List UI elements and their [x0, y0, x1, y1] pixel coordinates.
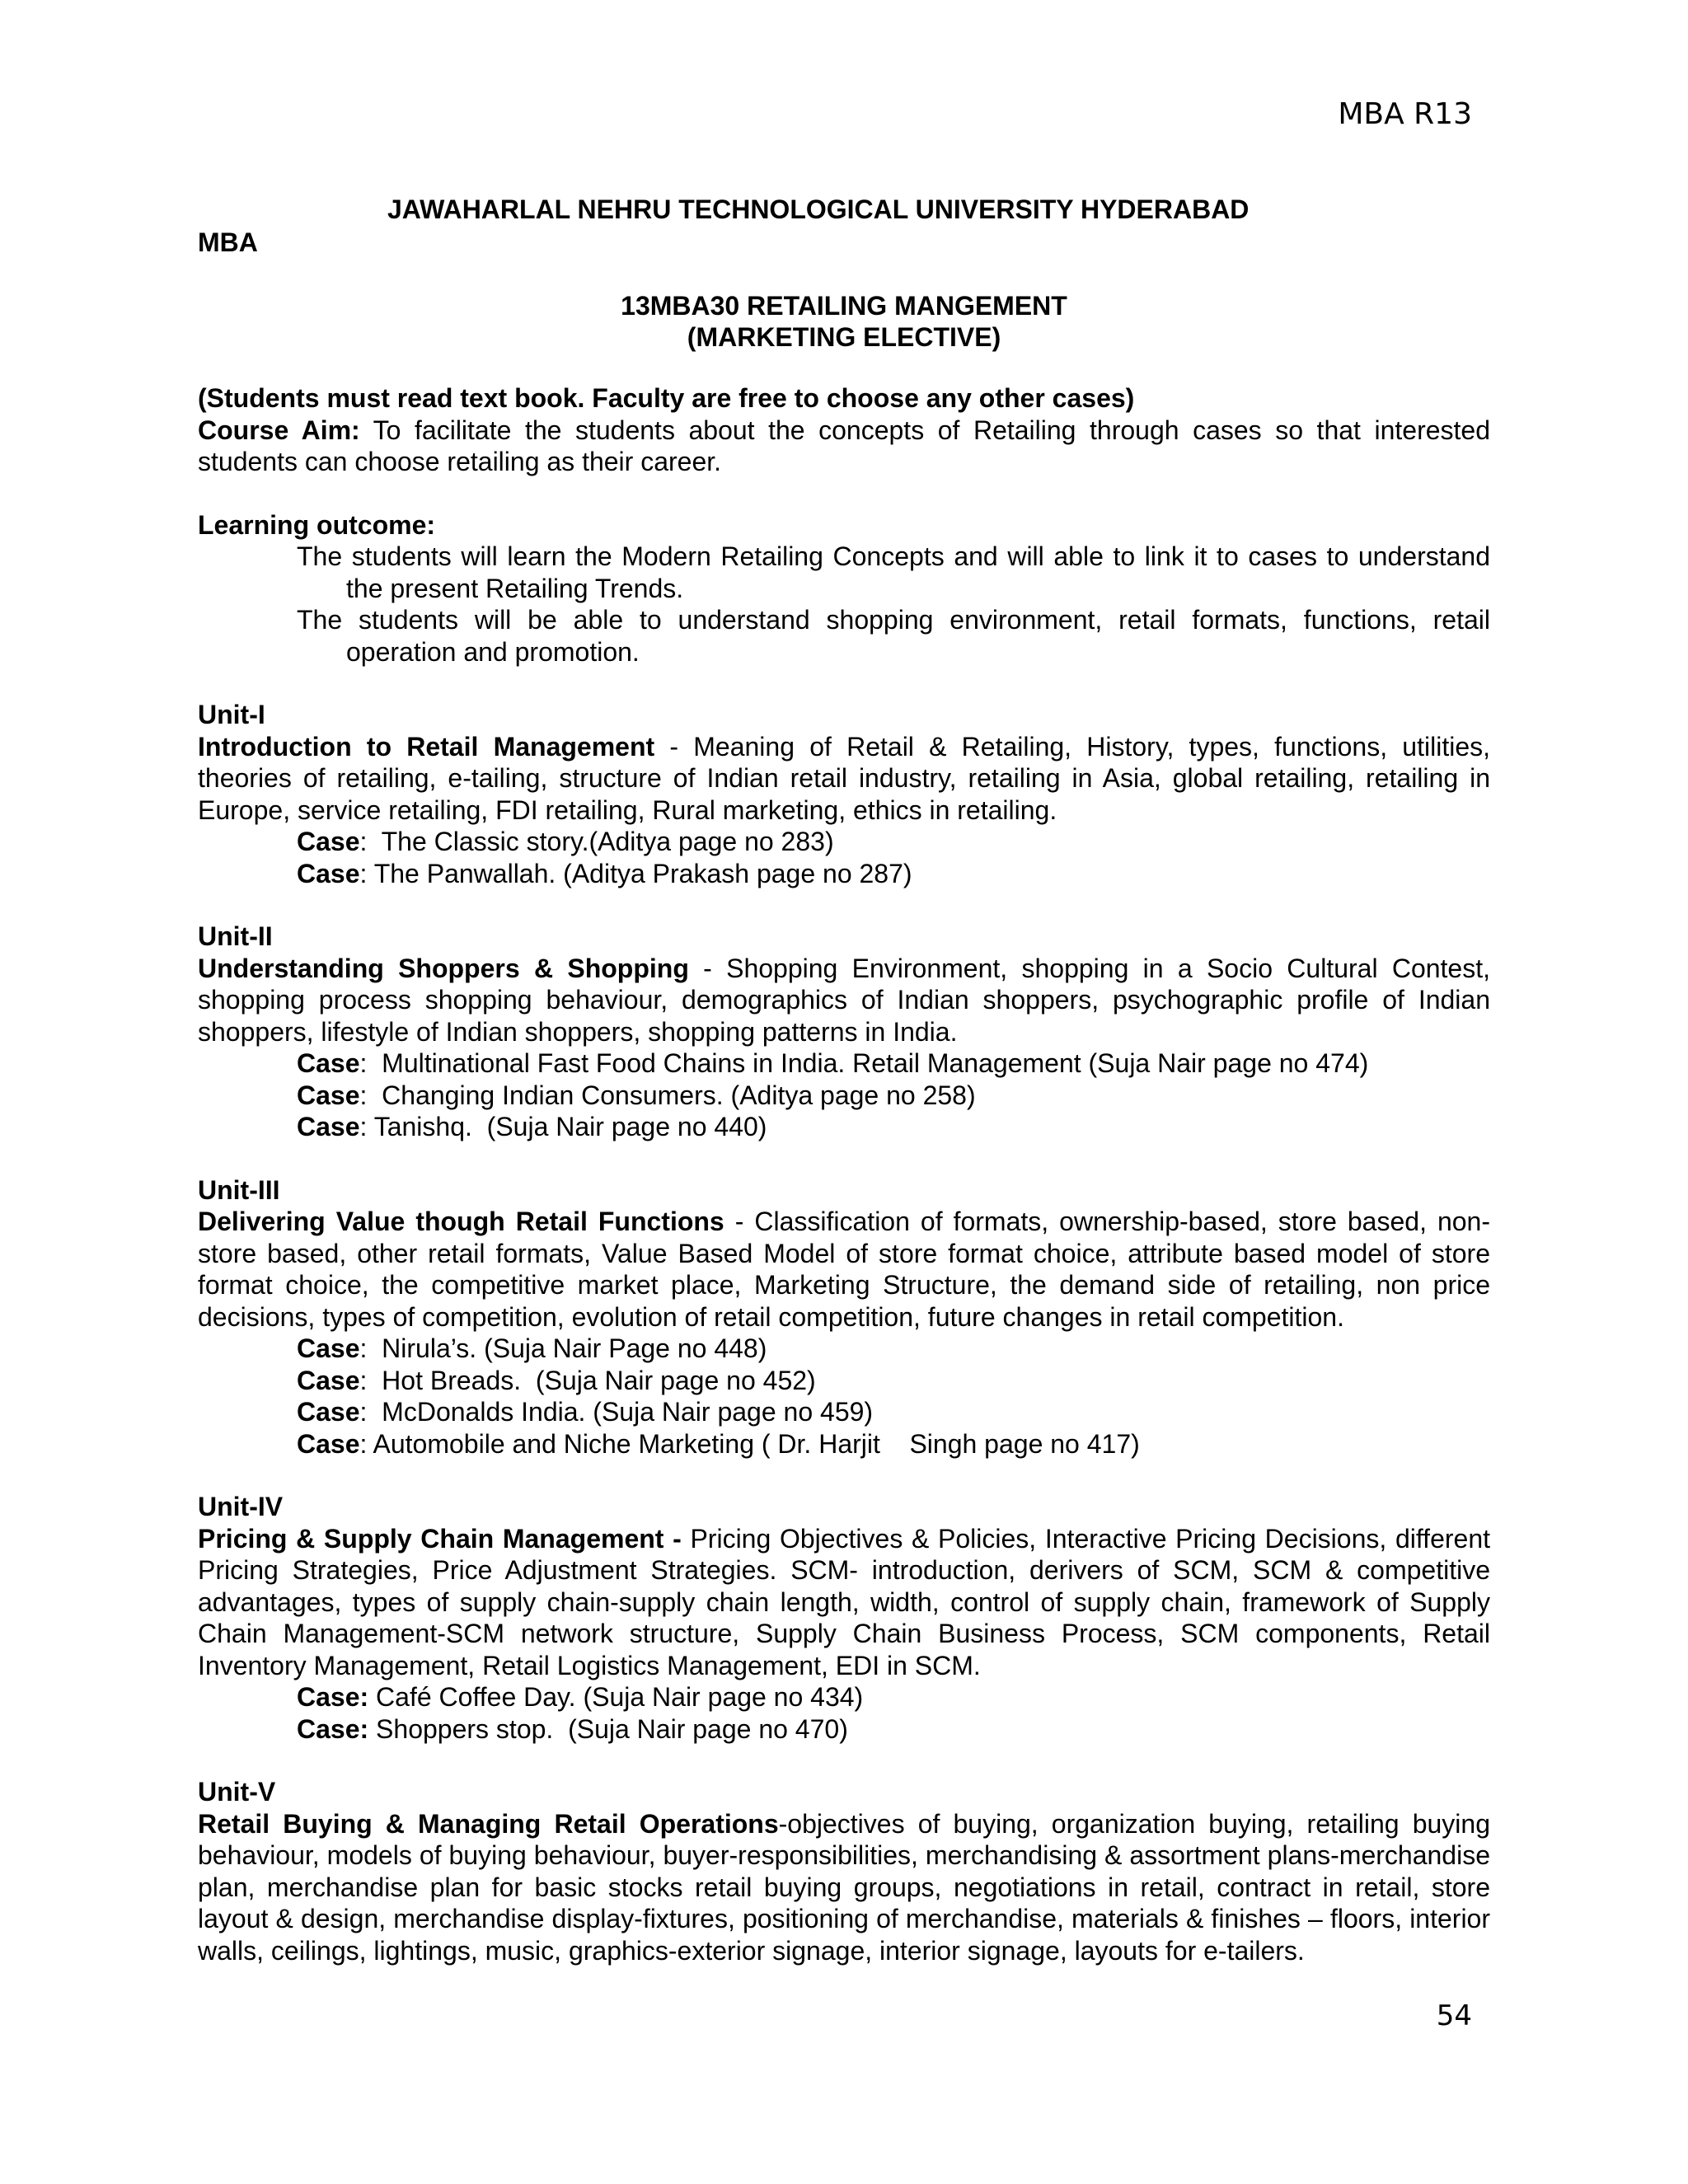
case-line	[297, 1111, 1490, 1143]
unit-description	[198, 1808, 1490, 1967]
case-label: Case:	[297, 1713, 369, 1744]
case-text: : Tanishq. (Suja Nair page no 440)	[359, 1112, 767, 1141]
case-text: Shoppers stop. (Suja Nair page no 470)	[368, 1713, 848, 1744]
case-label: Case	[297, 858, 360, 888]
case-line	[297, 826, 1490, 858]
case-label: Case	[297, 827, 360, 856]
page-number: 54	[1436, 1999, 1472, 2032]
case-text: Café Coffee Day. (Suja Nair page no 434)	[368, 1682, 864, 1712]
syllabus-content	[198, 382, 1490, 1966]
header-code: MBA R13	[1338, 97, 1472, 131]
unit-heading: Unit-III	[198, 1174, 280, 1205]
learning-outcome-item: The students will learn the Modern Retailing Concepts and will able to link it to cases to understand the present Retailing Trends.	[297, 541, 1490, 603]
learning-outcome-heading: Learning outcome:	[198, 509, 436, 540]
unit-title: Pricing & Supply Chain Management -	[198, 1523, 682, 1554]
university-name: JAWAHARLAL NEHRU TECHNOLOGICAL UNIVERSITY HYDERABAD	[387, 194, 1250, 224]
case-label: Case	[297, 1080, 360, 1110]
unit-description	[198, 953, 1490, 1048]
unit-title: Understanding Shoppers & Shopping	[198, 953, 689, 983]
case-line	[297, 1365, 1490, 1397]
case-text: : Nirula’s. (Suja Nair Page no 448)	[359, 1333, 767, 1363]
learning-outcome-item: The students will be able to understand shopping environment, retail formats, functions, retail operation and promotion.	[297, 605, 1490, 667]
case-label: Case	[297, 1112, 360, 1141]
unit-text: Pricing Objectives & Policies, Interactive Pricing Decisions, different Pricing Strategies, Price Adjustment Strategies. SCM- introduction, derivers of SCM, SCM & competitive advantages, types of supply chain-supply chain length, width, control of supply chain, framework of Supply Chain Management-SCM network structure, Supply Chain Business Process, SCM components, Retail Inventory Management, Retail Logistics Management, EDI in SCM.	[198, 1523, 1491, 1680]
case-label: Case:	[297, 1682, 369, 1712]
case-line	[297, 1333, 1490, 1365]
case-text: : Multinational Fast Food Chains in India. Retail Management (Suja Nair page no 474)	[359, 1048, 1369, 1078]
case-label: Case	[297, 1333, 360, 1363]
case-line	[297, 1047, 1490, 1080]
unit-heading: Unit-I	[198, 700, 265, 729]
unit-text: -objectives of buying, organization buying, retailing buying behaviour, models of buying behaviour, buyer-responsibilities, merchandising & assortment plans-merchandise plan, merchandise plan for basic stocks retail buying groups, negotiations in retail, contract in retail, store layout & design, merchandise display-fixtures, positioning of merchandise, materials & finishes – floors, interior walls, ceilings, lightings, music, graphics-exterior signage, interior signage, layouts for e-tailers.	[198, 1808, 1490, 1966]
case-line	[297, 1428, 1490, 1460]
program-label: MBA	[198, 227, 258, 257]
case-text: : Hot Breads. (Suja Nair page no 452)	[359, 1365, 816, 1395]
case-text: : Automobile and Niche Marketing ( Dr. Harjit Singh page no 417)	[359, 1428, 1140, 1459]
course-aim-text: To facilitate the students about the concepts of Retailing through cases so that interested students can choose retailing as their career.	[198, 415, 1491, 476]
case-line	[297, 1396, 1490, 1428]
unit-text: - Meaning of Retail & Retailing, History, types, functions, utilities, theories of retailing, e-tailing, structure of Indian retail industry, retailing in Asia, global retailing, retailing in Europe, service retailing, FDI retailing, Rural marketing, ethics in retailing.	[198, 731, 1491, 825]
unit-description	[198, 1523, 1490, 1682]
unit-text: - Shopping Environment, shopping in a Socio Cultural Contest, shopping process shopping behaviour, demographics of Indian shoppers, psychographic profile of Indian shoppers, lifestyle of Indian shoppers, shopping patterns in India.	[198, 953, 1491, 1047]
unit-heading: Unit-II	[198, 921, 273, 951]
course-subtitle: (MARKETING ELECTIVE)	[687, 322, 1001, 352]
unit-heading: Unit-V	[198, 1777, 276, 1807]
unit-title: Introduction to Retail Management	[198, 731, 655, 762]
unit-description	[198, 731, 1490, 827]
case-text: : The Panwallah. (Aditya Prakash page no 287)	[359, 858, 912, 888]
unit-title: Retail Buying & Managing Retail Operations	[198, 1808, 779, 1839]
case-line	[297, 1681, 1490, 1713]
unit-text: - Classification of formats, ownership-based, store based, non-store based, other retail formats, Value Based Model of store format choice, attribute based model of store format choice, the competitive market place, Marketing Structure, the demand side of retailing, non price decisions, types of competition, evolution of retail competition, future changes in retail competition.	[198, 1207, 1491, 1332]
case-text: : The Classic story.(Aditya page no 283)	[359, 827, 834, 856]
course-aim-label: Course Aim:	[198, 415, 360, 445]
case-label: Case	[297, 1397, 360, 1427]
unit-title: Delivering Value though Retail Functions	[198, 1207, 724, 1236]
case-text: : Changing Indian Consumers. (Aditya page no 258)	[359, 1080, 976, 1110]
case-label: Case	[297, 1048, 360, 1078]
case-line	[297, 1713, 1490, 1746]
case-line	[297, 1080, 1490, 1112]
course-aim	[198, 415, 1490, 478]
course-heading	[198, 290, 1490, 353]
course-title: 13MBA30 RETAILING MANGEMENT	[621, 291, 1067, 321]
unit-description	[198, 1206, 1490, 1333]
case-label: Case	[297, 1428, 360, 1459]
case-line	[297, 858, 1490, 890]
case-text: : McDonalds India. (Suja Nair page no 459)	[359, 1397, 874, 1427]
course-note: (Students must read text book. Faculty are free to choose any other cases)	[198, 383, 1135, 413]
unit-heading: Unit-IV	[198, 1492, 284, 1521]
case-label: Case	[297, 1365, 360, 1395]
